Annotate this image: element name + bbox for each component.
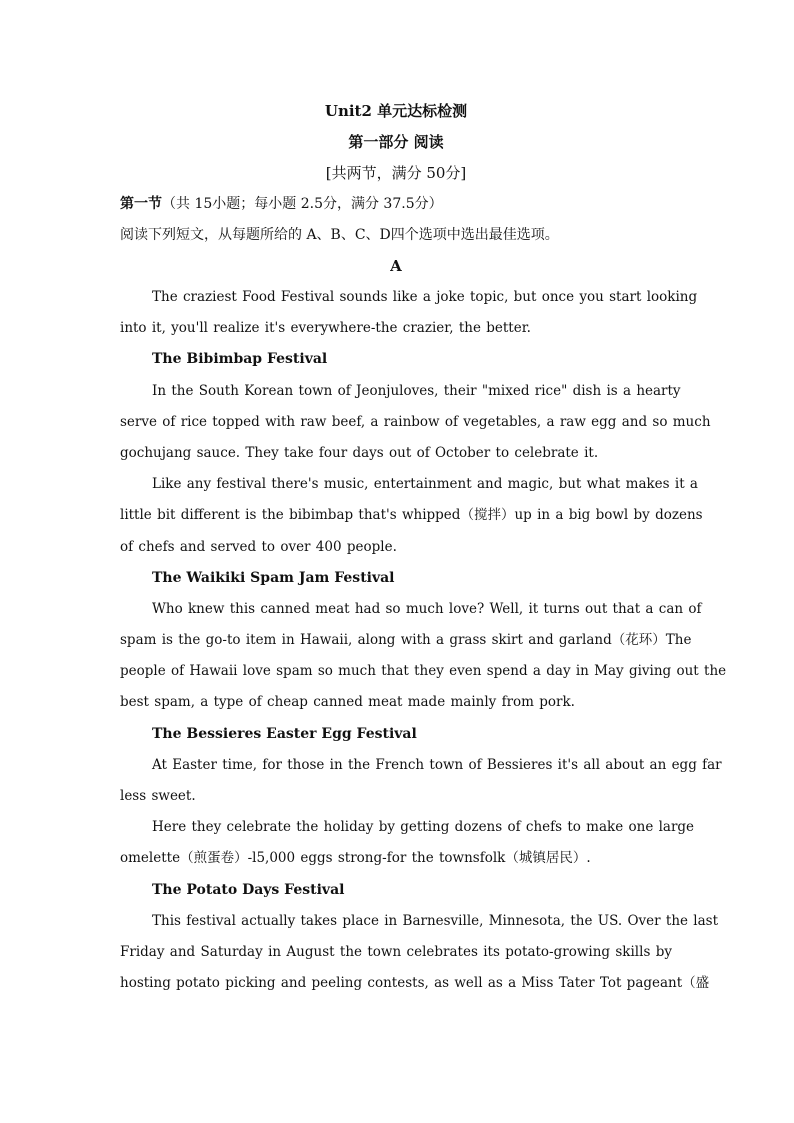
- paragraph-line: less sweet.: [120, 788, 196, 804]
- paragraph-line: gochujang sauce. They take four days out of October to celebrate it.: [120, 444, 599, 461]
- paragraph-line: Who knew this canned meat had so much love? Well, it turns out that a can of: [152, 600, 702, 617]
- potato-paragraph: [120, 906, 719, 1000]
- paragraph-line: In the South Korean town of Jeonjuloves, their "mixed rice" dish is a hearty: [152, 382, 681, 399]
- paragraph-line: Friday and Saturday in August the town celebrates its potato-growing skills by: [120, 943, 672, 960]
- easter-egg-paragraph-1: [120, 750, 722, 812]
- paragraph-line: Here they celebrate the holiday by getting dozens of chefs to make one large: [152, 819, 695, 836]
- instruction: 阅读下列短文，从每题所给的 A、B、C、D四个选项中选出最佳选项。: [120, 227, 559, 243]
- paragraph-line: into it, you'll realize it's everywhere-the crazier, the better.: [120, 320, 531, 337]
- bibimbap-paragraph-2: [120, 469, 703, 563]
- scoring-note: [共两节，满分 50分]: [325, 164, 467, 182]
- passage-letter: A: [390, 257, 402, 275]
- potato-heading: The Potato Days Festival: [152, 881, 345, 898]
- paragraph-line: people of Hawaii love spam so much that they even spend a day in May giving out the: [120, 663, 727, 680]
- bibimbap-heading: The Bibimbap Festival: [152, 351, 328, 368]
- unit-title: Unit2 单元达标检测: [324, 102, 468, 120]
- easter-egg-paragraph-2: [120, 812, 695, 874]
- paragraph-line: The craziest Food Festival sounds like a joke topic, but once you start looking: [152, 289, 698, 305]
- paragraph-line: best spam, a type of cheap canned meat made mainly from pork.: [120, 694, 575, 711]
- paragraph-line: omelette（煎蛋卷）-l5,000 eggs strong-for the townsfolk（城镇居民）.: [120, 850, 591, 867]
- paragraph-line: spam is the go-to item in Hawaii, along with a grass skirt and garland（花环）The: [120, 632, 692, 649]
- paragraph-line: serve of rice topped with raw beef, a rainbow of vegetables, a raw egg and so much: [120, 413, 711, 430]
- section-detail: （共 15小题；每小题 2.5分，满分 37.5分）: [162, 196, 443, 212]
- paragraph-line: Like any festival there's music, entertainment and magic, but what makes it a: [152, 476, 698, 493]
- section-label: 第一节: [120, 196, 162, 212]
- paragraph-line: At Easter time, for those in the French town of Bessieres it's all about an egg far: [152, 756, 722, 773]
- paragraph-line: hosting potato picking and peeling contests, as well as a Miss Tater Tot pageant（盛: [120, 975, 710, 992]
- intro-paragraph: [120, 282, 698, 344]
- bibimbap-paragraph-1: [120, 376, 711, 470]
- section-line: [120, 189, 672, 220]
- paragraph-line: This festival actually takes place in Barnesville, Minnesota, the US. Over the last: [152, 912, 719, 929]
- paragraph-line: of chefs and served to over 400 people.: [120, 538, 397, 555]
- document-page: [120, 96, 727, 999]
- part-title: 第一部分 阅读: [348, 133, 444, 151]
- paragraph-line: little bit different is the bibimbap that's whipped（搅拌）up in a big bowl by dozens: [120, 507, 703, 524]
- easter-egg-heading: The Bessieres Easter Egg Festival: [152, 725, 417, 742]
- spam-heading: The Waikiki Spam Jam Festival: [152, 569, 395, 586]
- spam-paragraph: [120, 594, 727, 719]
